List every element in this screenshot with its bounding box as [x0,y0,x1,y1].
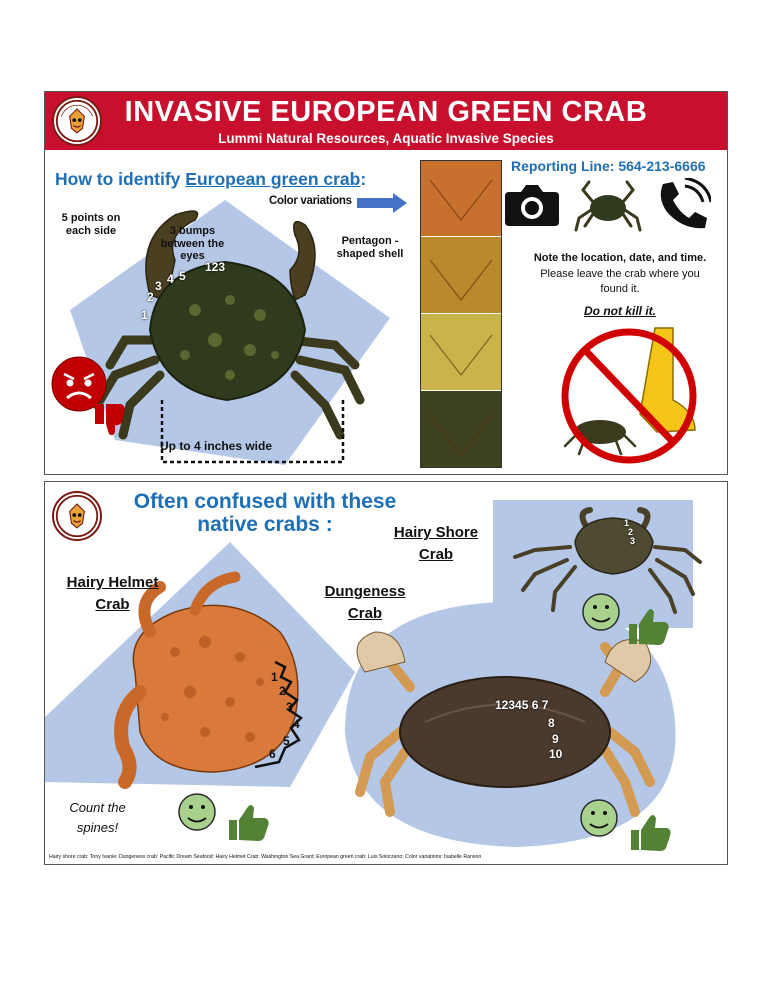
helmet-spine-5: 5 [283,734,290,748]
note-text: Note the location, date, and time. [533,252,707,264]
identify-prefix: How to identify [55,169,186,189]
shore-spine-2: 2 [628,527,634,537]
pentagon-label: Pentagon -shaped shell [336,235,404,260]
banner-title: INVASIVE EUROPEAN GREEN CRAB [124,96,648,128]
helmet-spine-3: 3 [286,700,293,714]
native-crabs-heading [115,490,415,536]
dungeness-spine-8: 8 [548,716,555,730]
smiley-face-icon [583,594,619,630]
thumbs-up-icon [229,805,269,841]
angry-face-icon [49,354,127,438]
helmet-spine-1: 1 [271,670,278,684]
dungeness-spine-numbers: 12345 6 7 [495,698,549,712]
phone-icon [653,178,711,230]
small-crab-icon [573,178,643,234]
no-kill-sign-icon [545,320,713,472]
smiley-face-icon [581,800,617,836]
side-point-2: 2 [147,290,154,304]
right-arrow-icon [357,193,409,213]
shore-spine-1: 1 [624,518,630,528]
thumbs-up-icon [631,815,671,851]
leave-crab-text: Please leave the crab where you found it. [540,268,700,295]
invasive-crab-panel [44,91,728,475]
do-not-kill-text: Do not kill it. [584,304,656,318]
hairy-helmet-crab-label: Hairy Helmet Crab [66,574,159,613]
side-point-4: 4 [167,272,174,286]
three-bumps-label: 3 bumps between the eyes [160,225,225,263]
photo-credits: Hairy shore crab: Tony Ivanie; Dungeness crab: Pacific Dream Seafood; Hairy Helmet Crab: Washington Sea Grant; European green crab: Luis Solorzano; Color variations: Isabelle Ranson [49,854,482,860]
width-label: Up to 4 inches wide [159,439,273,453]
banner-subtitle: Lummi Natural Resources, Aquatic Invasive Species [218,131,554,146]
dungeness-crab-label: Dungeness Crab [324,583,406,622]
color-variation-photos [420,160,502,468]
identify-suffix: : [360,169,367,189]
identify-heading [55,169,366,190]
dungeness-spine-10: 10 [549,747,563,761]
heading-line-1: Often confused with these [133,490,397,513]
side-point-1: 1 [141,308,148,322]
hairy-shore-crab-label: Hairy Shore Crab [393,524,479,563]
count-spines-text: Count the spines! [69,800,126,835]
identify-link-text: European green crab [185,169,361,189]
side-point-3: 3 [155,279,162,293]
helmet-spine-2: 2 [279,684,286,698]
helmet-spine-4: 4 [293,717,300,731]
side-point-5: 5 [179,269,186,283]
eye-bump-numbers: 123 [205,260,226,274]
lummi-nation-seal [52,96,102,146]
helmet-spine-6: 6 [269,747,276,761]
dungeness-spine-9: 9 [552,732,559,746]
lummi-nation-seal [52,491,102,541]
camera-icon [503,180,561,228]
reporting-line: Reporting Line: 564-213-6666 [511,158,706,174]
color-variations-label: Color variations [269,195,352,207]
title-banner [45,92,727,150]
smiley-face-icon [179,794,215,830]
thumbs-down-icon [95,404,125,435]
native-crabs-panel [44,481,728,865]
heading-line-2: native crabs : [197,513,333,537]
shore-spine-3: 3 [630,536,636,546]
five-points-label: 5 points on each side [61,212,121,237]
